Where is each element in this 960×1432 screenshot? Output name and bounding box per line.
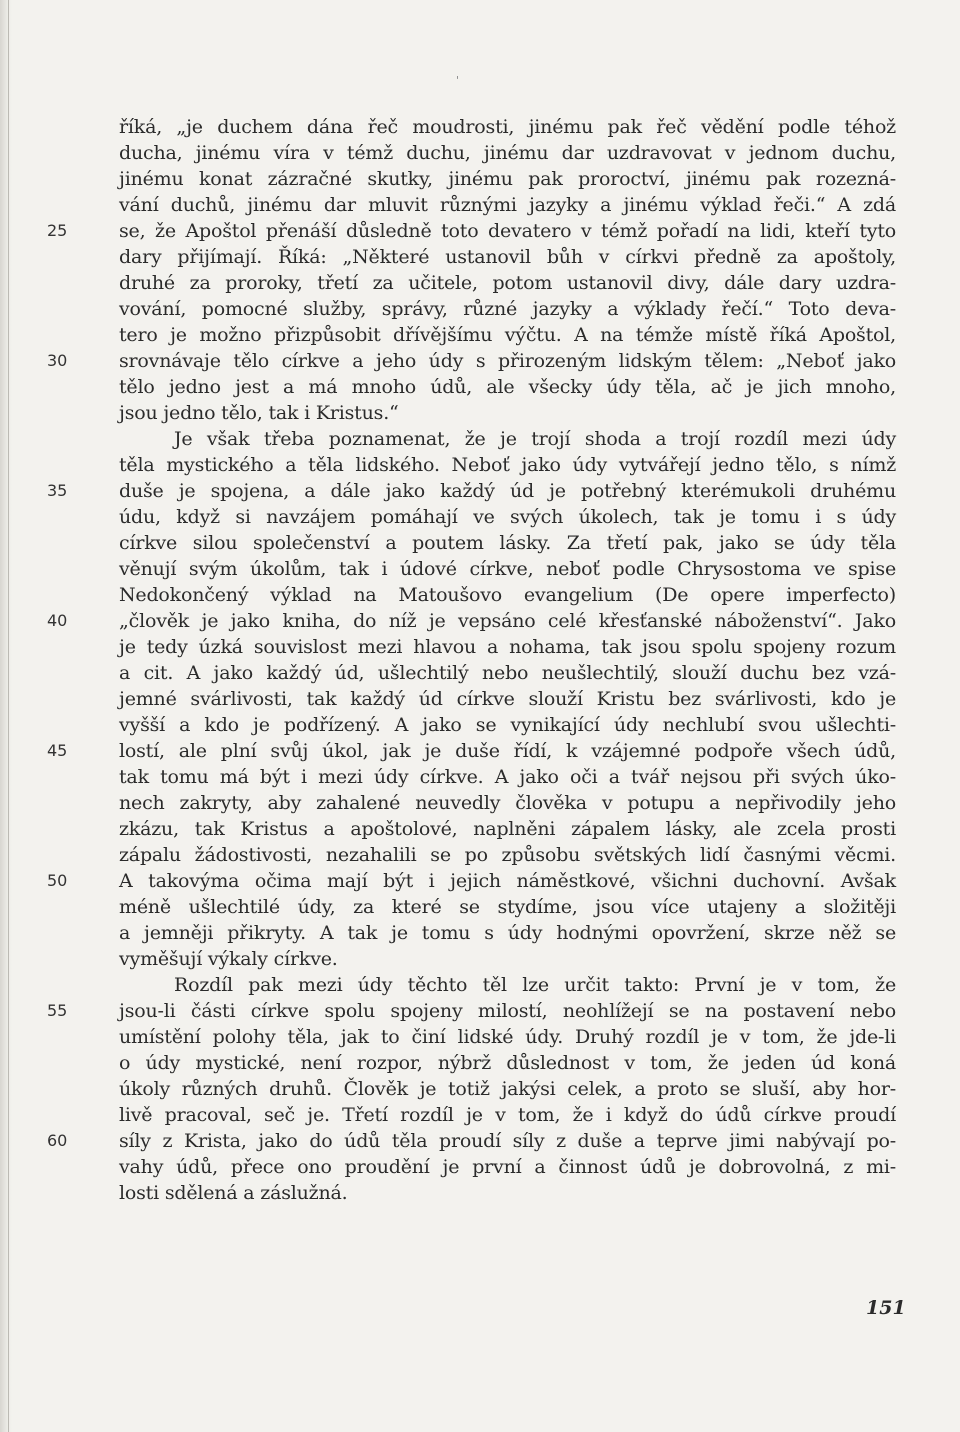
text-line: zápalu žádostivosti, nezahalili se po způsobu světských lidí časnými věcmi. [119,844,896,866]
text-line: síly z Krista, jako do údů těla proudí síly z duše a teprve jimi nabývají po- [119,1130,896,1152]
page-number: 151 [866,1297,906,1319]
text-line: vyšší a kdo je podřízený. A jako se vynikající údy nechlubí svou ušlechti- [119,714,896,736]
text-line: a jemněji přikryty. A tak je tomu s údy hodnými opovržení, skrze něž se [119,922,896,944]
text-line: Nedokončený výklad na Matoušovo evangelium (De opere imperfecto) [119,584,896,606]
text-line: losti sdělená a záslužná. [119,1182,348,1204]
text-line: jsou jedno tělo, tak i Kristus.“ [119,402,399,424]
text-line: „člověk je jako kniha, do níž je vepsáno celé křesťanské náboženství“. Jako [119,610,896,632]
text-line: církve silou společenství a poutem lásky. Za třetí pak, jako se údy těla [119,532,896,554]
line-number: 55 [47,1001,68,1020]
line-number: 60 [47,1131,68,1150]
text-line: tělo jedno jest a má mnoho údů, ale všecky údy těla, ač je jich mnoho, [119,376,896,398]
line-number: 40 [47,611,68,630]
line-number: 45 [47,741,68,760]
text-line: tak tomu má být i mezi údy církve. A jako oči a tvář nejsou při svých úko- [119,766,896,788]
text-line: vahy údů, přece ono proudění je první a činnost údů je dobrovolná, z mi- [119,1156,896,1178]
text-line: údu, když si navzájem pomáhají ve svých úkolech, tak je tomu i s údy [119,506,896,528]
paragraph-first-line: Je však třeba poznamenat, že je trojí shoda a trojí rozdíl mezi údy [174,428,896,450]
text-line: úkoly různých druhů. Člověk je totiž jakýsi celek, a proto se sluší, aby hor- [119,1078,896,1100]
line-number: 25 [47,221,68,240]
text-line: se, že Apoštol přenáší důsledně toto devatero v témž pořadí na lidi, kteří tyto [119,220,896,242]
paragraph-first-line: Rozdíl pak mezi údy těchto těl lze určit takto: První je v tom, že [174,974,896,996]
text-line: vání duchů, jinému dar mluvit různými jazyky a jinému výklad řeči.“ A zdá [119,194,896,216]
text-line: livě pracoval, seč je. Třetí rozdíl je v tom, že i když do údů církve proudí [119,1104,896,1126]
text-line: těla mystického a těla lidského. Neboť jako údy vytvářejí jedno tělo, s nímž [119,454,896,476]
text-line: duše je spojena, a dále jako každý úd je potřebný kterémukoli druhému [119,480,896,502]
line-number: 35 [47,481,68,500]
line-number: 30 [47,351,68,370]
text-line: zkázu, tak Kristus a apoštolové, naplněni zápalem lásky, ale zcela prosti [119,818,896,840]
text-line: věnují svým úkolům, tak i údové církve, neboť podle Chrysostoma ve spise [119,558,896,580]
text-line: vování, pomocné služby, správy, různé jazyky a výklady řečí.“ Toto deva- [119,298,896,320]
text-line: nech zakryty, aby zahalené neuvedly člověka v potupu a nepřivodily jeho [119,792,896,814]
page-edge-shadow [0,0,12,1432]
text-line: jinému konat zázračné skutky, jinému pak proroctví, jinému pak rozezná- [119,168,896,190]
text-line: lostí, ale plní svůj úkol, jak je duše řídí, k vzájemné podpoře všech údů, [119,740,896,762]
top-mark: ' [456,74,460,87]
text-line: umístění polohy těla, jak to činí lidské údy. Druhý rozdíl je v tom, že jde-li [119,1026,896,1048]
text-line: A takovýma očima mají být i jejich náměstkové, všichni duchovní. Avšak [119,870,896,892]
text-line: ducha, jinému víra v témž duchu, jinému dar uzdravovat v jednom duchu, [119,142,896,164]
text-line: říká, „je duchem dána řeč moudrosti, jinému pak řeč vědění podle téhož [119,116,896,138]
text-line: méně ušlechtilé údy, za které se stydíme, jsou více utajeny a složitěji [119,896,896,918]
text-line: jsou-li části církve spolu spojeny milostí, neohlížejí se na postavení nebo [119,1000,896,1022]
page-edge-line [8,0,9,1432]
line-number: 50 [47,871,68,890]
text-line: o údy mystické, není rozpor, nýbrž důslednost v tom, že jeden úd koná [119,1052,896,1074]
text-line: vyměšují výkaly církve. [119,948,338,970]
text-line: srovnávaje tělo církve a jeho údy s přirozeným lidským tělem: „Neboť jako [119,350,896,372]
text-line: tero je možno přizpůsobit dřívějšímu výčtu. A na témže místě říká Apoštol, [119,324,896,346]
text-line: jemné svárlivosti, tak každý úd církve slouží Kristu bez svárlivosti, kdo je [119,688,896,710]
text-line: je tedy úzká souvislost mezi hlavou a nohama, tak jsou spolu spojeny rozum [119,636,896,658]
text-line: a cit. A jako každý úd, ušlechtilý nebo neušlechtilý, slouží duchu bez vzá- [119,662,896,684]
text-line: druhé za proroky, třetí za učitele, potom ustanovil divy, dále dary uzdra- [119,272,896,294]
text-line: dary přijímají. Říká: „Některé ustanovil bůh v církvi předně za apoštoly, [119,246,896,268]
